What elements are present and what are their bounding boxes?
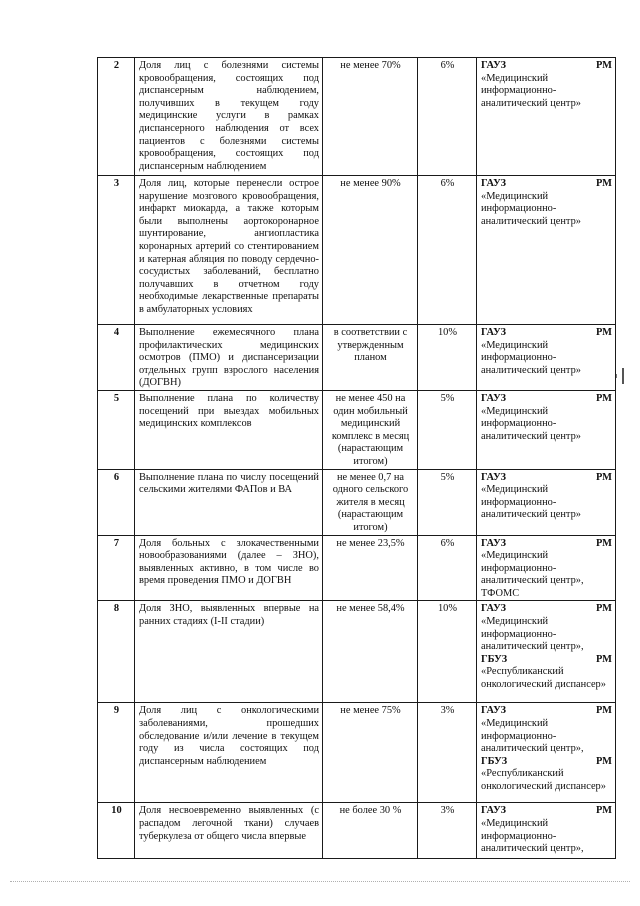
row-number: 9 xyxy=(98,703,135,803)
indicator-weight: 6% xyxy=(418,176,477,325)
org-region: РМ xyxy=(596,603,612,615)
org-region: РМ xyxy=(596,178,612,189)
row-number: 7 xyxy=(98,535,135,601)
org-region: РМ xyxy=(596,805,612,817)
target-value: не менее 23,5% xyxy=(323,535,418,601)
indicator-name xyxy=(135,601,323,703)
target-value: не менее 70% xyxy=(323,58,418,176)
indicator-text: Доля несвоевременно выявленных (с распадом легочной ткани) случаев туберкулеза от общего числа впервые xyxy=(139,805,319,842)
responsible-org xyxy=(477,176,616,325)
indicator-text: Выполнение плана по количеству посещений при выездах мобильных медицинских комплексов xyxy=(139,392,319,430)
org-name: «Медицинский информационно-аналитический центр» xyxy=(481,72,581,109)
table-row xyxy=(98,469,616,535)
responsible-org xyxy=(477,469,616,535)
responsible-org xyxy=(477,58,616,176)
indicator-name xyxy=(135,58,323,176)
responsible-org-head xyxy=(481,178,612,191)
indicator-text: Доля лиц, которые перенесли острое нарушение мозгового кровообращения, инфаркт миокарда, а также которым были выполнены аортокоронарное шунтирование, ангиопластика коронарных артерий со стентированием и катерная абляция по поводу сердечно-сосудистых заболеваний, бесплатно получавших в отчетном году необходимые лекарственные препараты в амбулаторных условиях xyxy=(139,178,319,315)
indicator-text: Доля лиц с болезнями системы кровообращения, состоящих под диспансерным наблюдением, получивших в текущем году медицинские услуги в рамках диспансерного наблюдения от всех пациентов с болезнями системы кровообращения, состоящих под диспансерным наблюдением xyxy=(139,60,319,172)
responsible-org-head xyxy=(481,472,612,485)
indicator-name xyxy=(135,469,323,535)
indicator-name xyxy=(135,176,323,325)
org-type: ГАУЗ xyxy=(481,392,507,404)
org-type: ГАУЗ xyxy=(481,603,507,615)
margin-mark xyxy=(616,374,617,378)
row-number: 6 xyxy=(98,469,135,535)
indicators-table xyxy=(97,57,616,859)
row-number: 10 xyxy=(98,803,135,859)
target-value: не более 30 % xyxy=(323,803,418,859)
responsible-org xyxy=(477,535,616,601)
org-region: РМ xyxy=(596,705,612,717)
org-region: РМ xyxy=(596,537,612,549)
indicator-weight: 5% xyxy=(418,469,477,535)
indicator-text: Выполнение ежемесячного плана профилактических медицинских осмотров (ПМО) и диспансеризации отдельных групп взрослого населения (ДОГВН) xyxy=(139,327,319,389)
target-value: в соответствии с утвержденным планом xyxy=(323,325,418,391)
responsible-org xyxy=(477,703,616,803)
responsible-org-head xyxy=(481,603,612,616)
org-type: ГАУЗ xyxy=(481,327,507,338)
org-name: «Медицинский информационно-аналитический центр», xyxy=(481,818,584,855)
indicator-name xyxy=(135,535,323,601)
indicator-text: Доля ЗНО, выявленных впервые на ранних стадиях (I-II стадии) xyxy=(139,603,319,628)
indicator-weight: 6% xyxy=(418,535,477,601)
org-region-2: РМ xyxy=(596,653,612,665)
target-value: не менее 450 на один мобильный медицинский комплекс в месяц (нарастающим итогом) xyxy=(323,390,418,469)
table-row xyxy=(98,703,616,803)
table-row xyxy=(98,535,616,601)
indicator-name xyxy=(135,803,323,859)
table-row xyxy=(98,803,616,859)
indicator-weight: 10% xyxy=(418,325,477,391)
org-type: ГАУЗ xyxy=(481,705,507,717)
org-type: ГАУЗ xyxy=(481,537,507,549)
table-row xyxy=(98,58,616,176)
indicator-weight: 10% xyxy=(418,601,477,703)
row-number: 4 xyxy=(98,325,135,391)
org-name: «Медицинский информационно-аналитический центр», ТФОМС xyxy=(481,550,584,599)
row-number: 2 xyxy=(98,58,135,176)
org-region: РМ xyxy=(596,471,612,483)
org-type: ГАУЗ xyxy=(481,60,507,71)
org-type: ГАУЗ xyxy=(481,805,507,817)
table-row xyxy=(98,601,616,703)
responsible-org xyxy=(477,390,616,469)
responsible-org xyxy=(477,601,616,703)
indicator-text: Доля больных с злокачественными новообразованиями (далее – ЗНО), выявленных активно, в том числе во время проведения ПМО и ДОГВН xyxy=(139,537,319,587)
indicator-name xyxy=(135,390,323,469)
indicator-weight: 3% xyxy=(418,703,477,803)
responsible-org-head xyxy=(481,60,612,73)
org-type-2: ГБУЗ xyxy=(481,755,508,767)
responsible-org xyxy=(477,803,616,859)
org-name-2: «Республиканский онкологический диспансер» xyxy=(481,768,606,793)
org-region: РМ xyxy=(596,392,612,404)
indicator-weight: 6% xyxy=(418,58,477,176)
indicator-weight: 5% xyxy=(418,390,477,469)
org-name: «Медицинский информационно-аналитический центр» xyxy=(481,190,581,227)
responsible-org-head xyxy=(481,393,612,406)
org-name: «Медицинский информационно-аналитический центр» xyxy=(481,405,581,442)
org-name-2: «Республиканский онкологический диспансер» xyxy=(481,666,606,691)
responsible-org xyxy=(477,325,616,391)
indicator-text: Доля лиц с онкологическими заболеваниями, прошедших обследование и/или лечение в текущем году из числа состоящих под диспансерным наблюдением xyxy=(139,705,319,767)
org-name: «Медицинский информационно-аналитический центр» xyxy=(481,339,581,376)
table-row xyxy=(98,176,616,325)
responsible-org-head xyxy=(481,705,612,718)
target-value: не менее 75% xyxy=(323,703,418,803)
org-region: РМ xyxy=(596,60,612,71)
row-number: 8 xyxy=(98,601,135,703)
responsible-org-head-2 xyxy=(481,756,612,769)
table-row xyxy=(98,390,616,469)
responsible-org-head xyxy=(481,538,612,551)
indicator-name xyxy=(135,325,323,391)
row-number: 3 xyxy=(98,176,135,325)
row-number: 5 xyxy=(98,390,135,469)
target-value: не менее 90% xyxy=(323,176,418,325)
org-name: «Медицинский информационно-аналитический центр», xyxy=(481,616,584,653)
indicator-weight: 3% xyxy=(418,803,477,859)
org-name: «Медицинский информационно-аналитический центр» xyxy=(481,484,581,521)
org-type: ГАУЗ xyxy=(481,471,507,483)
responsible-org-head-2 xyxy=(481,654,612,667)
responsible-org-head xyxy=(481,805,612,818)
margin-mark xyxy=(622,368,624,384)
org-region: РМ xyxy=(596,327,612,338)
org-name: «Медицинский информационно-аналитический центр», xyxy=(481,718,584,755)
footer-rule xyxy=(10,881,630,882)
responsible-org-head xyxy=(481,327,612,340)
org-region-2: РМ xyxy=(596,755,612,767)
indicator-text: Выполнение плана по числу посещений сельскими жителями ФАПов и ВА xyxy=(139,471,319,496)
org-type-2: ГБУЗ xyxy=(481,653,508,665)
indicator-name xyxy=(135,703,323,803)
org-type: ГАУЗ xyxy=(481,178,507,189)
table-row xyxy=(98,325,616,391)
target-value: не менее 58,4% xyxy=(323,601,418,703)
target-value: не менее 0,7 на одного сельского жителя в месяц (нарастающим итогом) xyxy=(323,469,418,535)
